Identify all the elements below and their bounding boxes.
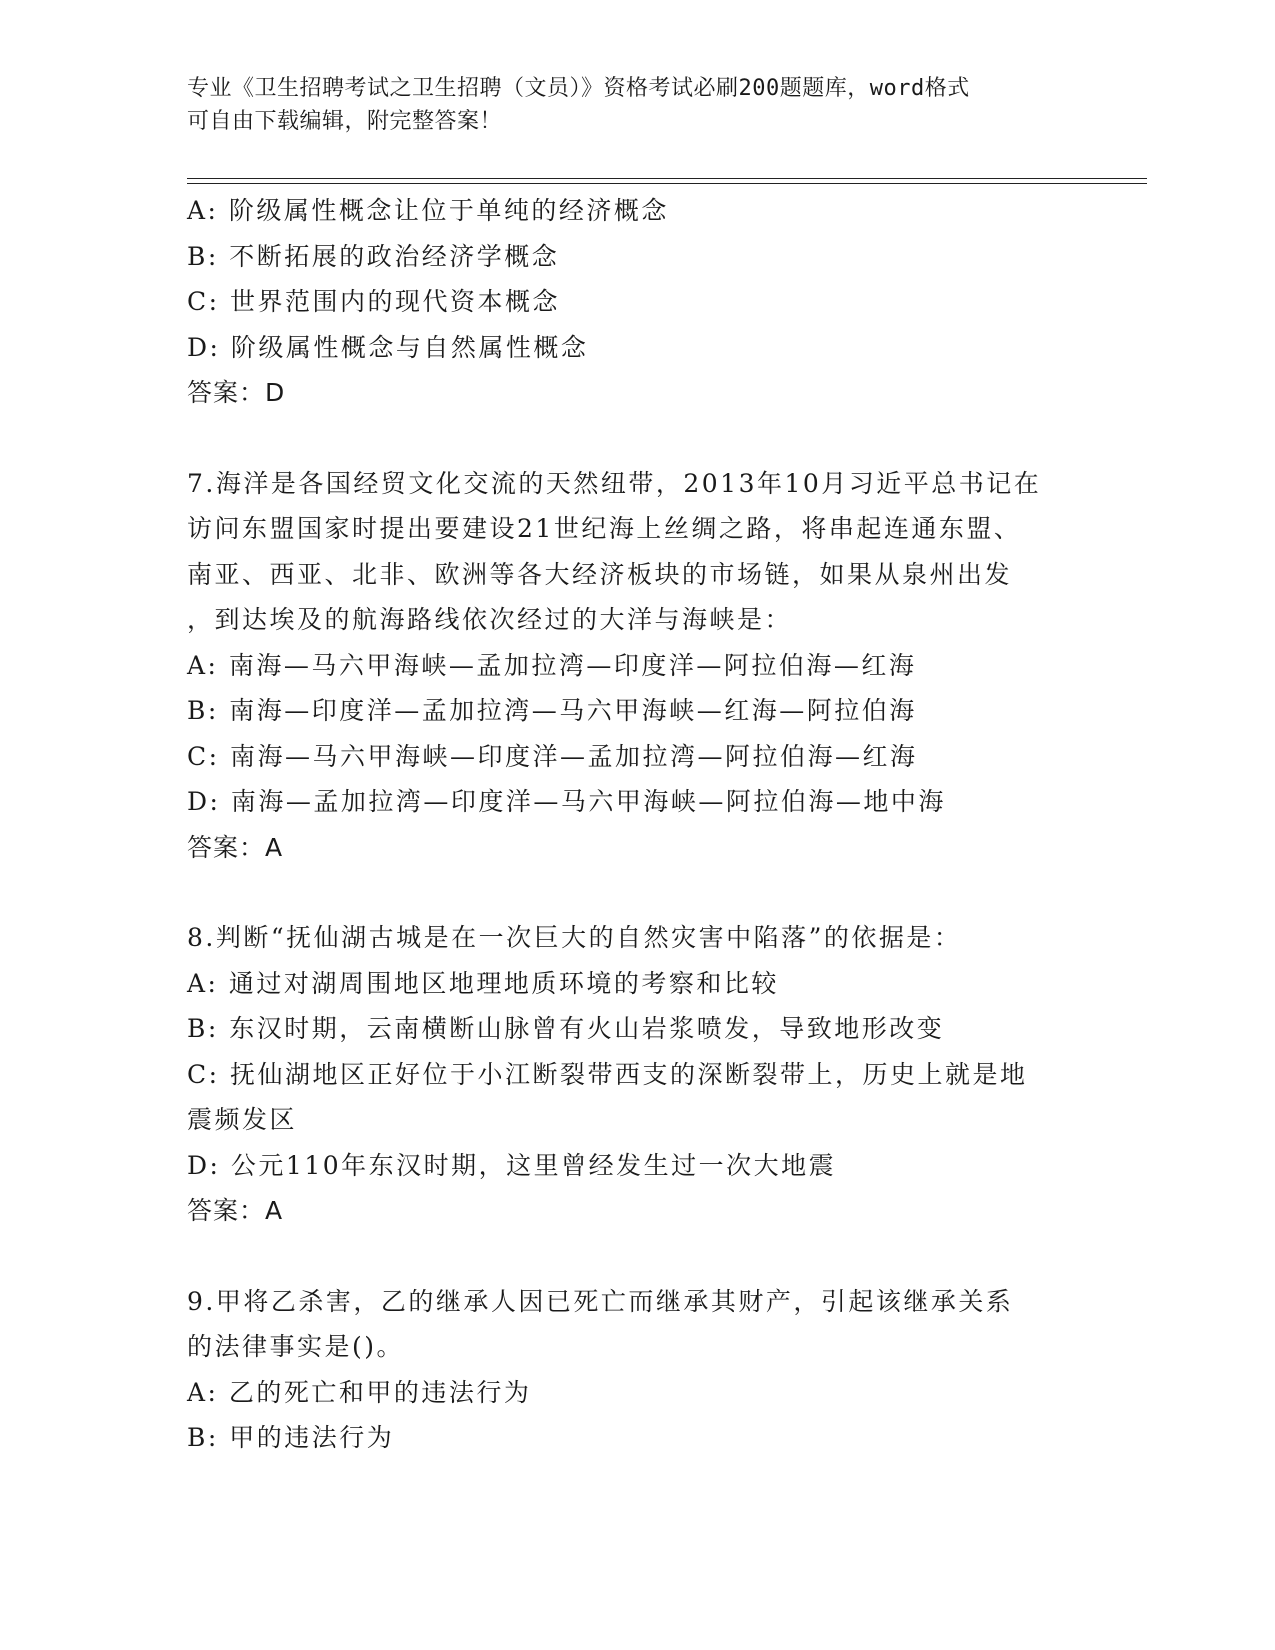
question-6 bbox=[187, 188, 1087, 416]
option-a: A: 南海—马六甲海峡—孟加拉湾—印度洋—阿拉伯海—红海 bbox=[187, 650, 917, 680]
question-stem-line: 访问东盟国家时提出要建设21世纪海上丝绸之路，将串起连通东盟、 bbox=[187, 514, 1022, 543]
question-9 bbox=[187, 1279, 1087, 1461]
question-gap bbox=[187, 1234, 1087, 1279]
answer: 答案：A bbox=[187, 832, 284, 862]
question-stem-line: 的法律事实是()。 bbox=[187, 1332, 405, 1361]
header-divider bbox=[187, 178, 1147, 184]
option-b: B: 甲的违法行为 bbox=[187, 1423, 395, 1452]
header-title-line-1: 专业《卫生招聘考试之卫生招聘（文员）》资格考试必刷200题题库，word格式 bbox=[187, 76, 970, 101]
option-d: D: 公元110年东汉时期，这里曾经发生过一次大地震 bbox=[187, 1150, 837, 1180]
option-c-continued: 震频发区 bbox=[187, 1105, 298, 1134]
question-stem-line: 9.甲将乙杀害，乙的继承人因已死亡而继承其财产，引起该继承关系 bbox=[187, 1286, 1014, 1316]
option-c: C: 南海—马六甲海峡—印度洋—孟加拉湾—阿拉伯海—红海 bbox=[187, 741, 918, 771]
option-d: D: 阶级属性概念与自然属性概念 bbox=[187, 332, 589, 362]
option-b: B: 南海—印度洋—孟加拉湾—马六甲海峡—红海—阿拉伯海 bbox=[187, 696, 917, 725]
document-header bbox=[187, 72, 1087, 138]
option-a: A: 阶级属性概念让位于单纯的经济概念 bbox=[187, 196, 669, 225]
question-8 bbox=[187, 915, 1087, 1234]
option-c: C: 抚仙湖地区正好位于小江断裂带西支的深断裂带上，历史上就是地 bbox=[187, 1059, 1028, 1089]
answer: 答案：A bbox=[187, 1196, 284, 1225]
option-c: C: 世界范围内的现代资本概念 bbox=[187, 287, 560, 316]
question-gap bbox=[187, 416, 1087, 461]
question-stem-line: 7.海洋是各国经贸文化交流的天然纽带，2013年10月习近平总书记在 bbox=[187, 468, 1042, 498]
question-stem-line: 南亚、西亚、北非、欧洲等各大经济板块的市场链，如果从泉州出发 bbox=[187, 559, 1013, 589]
option-a: A: 通过对湖周围地区地理地质环境的考察和比较 bbox=[187, 968, 779, 998]
question-list bbox=[187, 188, 1087, 1461]
question-gap bbox=[187, 870, 1087, 915]
question-7 bbox=[187, 461, 1087, 871]
question-stem-line: ，到达埃及的航海路线依次经过的大洋与海峡是： bbox=[187, 605, 793, 634]
question-stem-line: 8.判断“抚仙湖古城是在一次巨大的自然灾害中陷落”的依据是： bbox=[187, 923, 962, 952]
header-title-line-2: 可自由下载编辑，附完整答案！ bbox=[187, 109, 503, 134]
option-b: B: 不断拓展的政治经济学概念 bbox=[187, 241, 560, 271]
option-d: D: 南海—孟加拉湾—印度洋—马六甲海峡—阿拉伯海—地中海 bbox=[187, 787, 946, 816]
option-b: B: 东汉时期，云南横断山脉曾有火山岩浆喷发，导致地形改变 bbox=[187, 1014, 945, 1043]
option-a: A: 乙的死亡和甲的违法行为 bbox=[187, 1377, 532, 1407]
answer: 答案：D bbox=[187, 378, 286, 407]
